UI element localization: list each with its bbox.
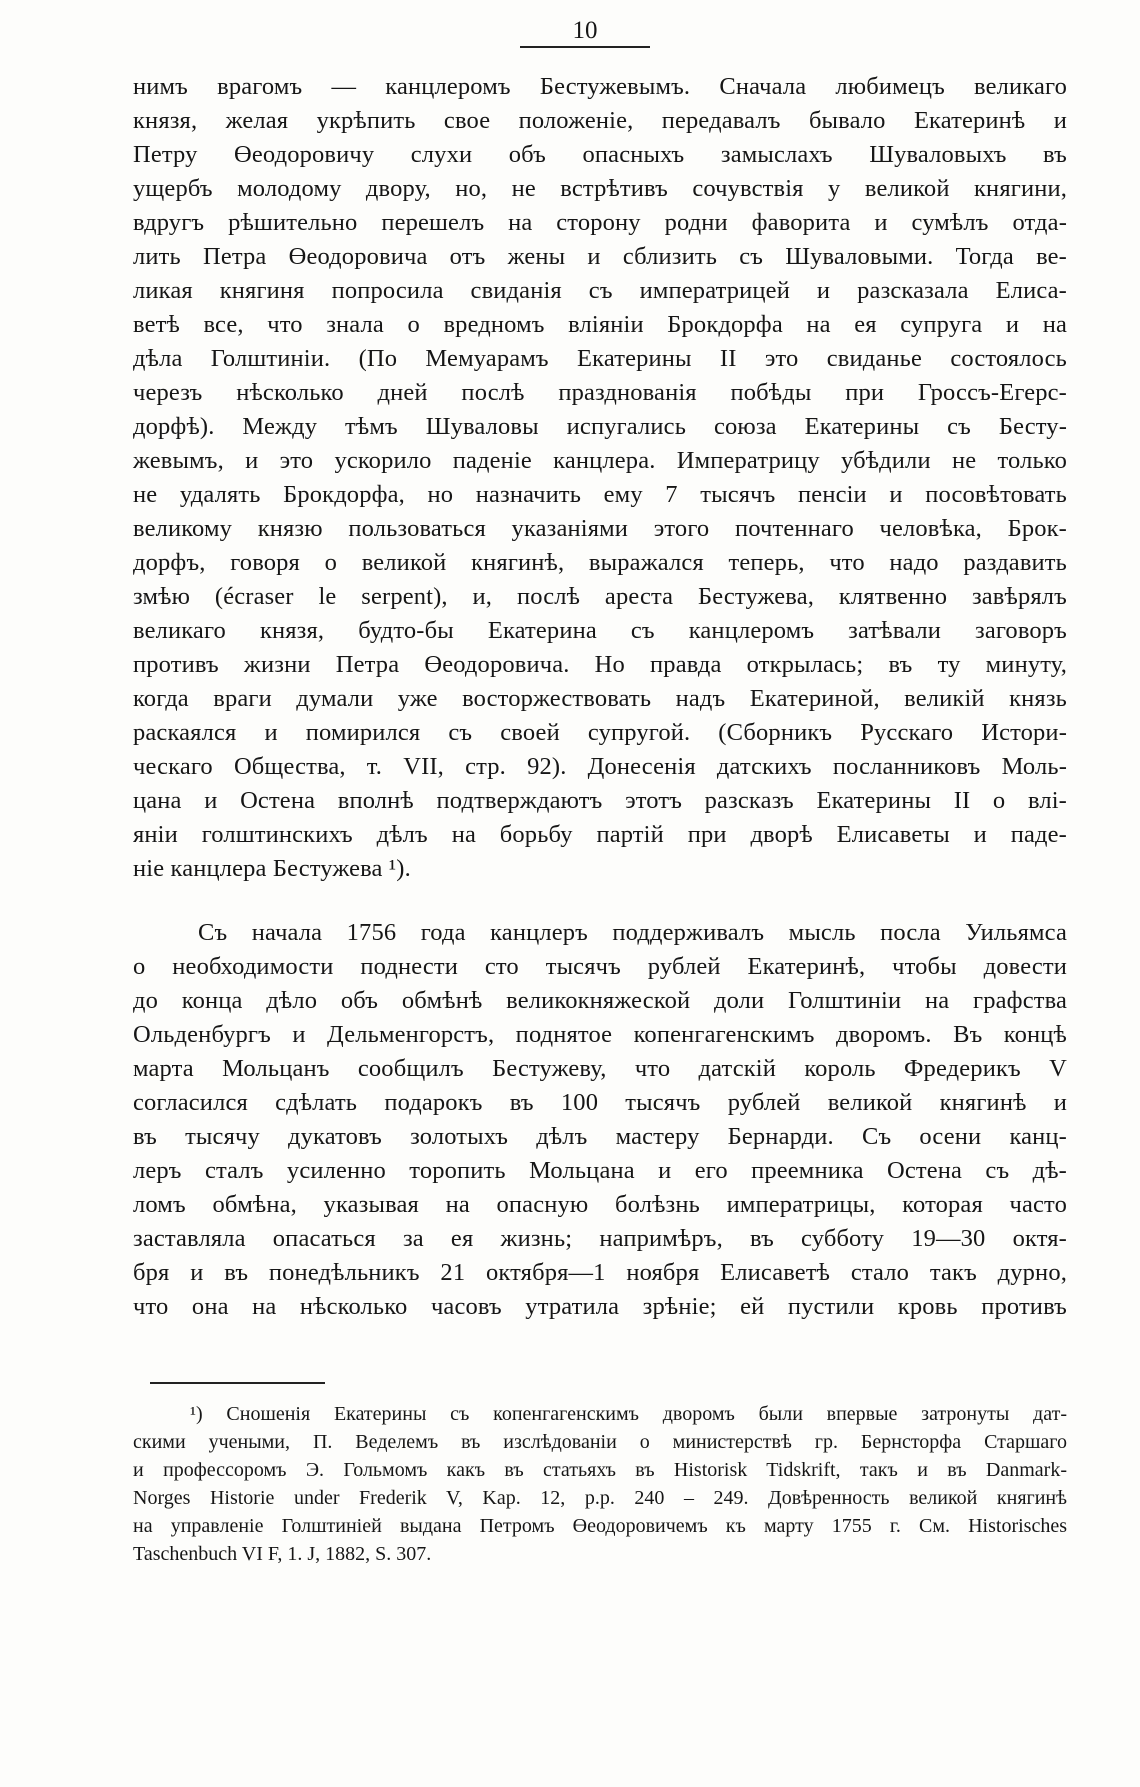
- text-line: когда враги думали уже восторжествовать надъ Екатериной, великій князь: [133, 685, 1067, 712]
- footnote-line: Norges Historie under Frederik V, Kap. 12, p.p. 240 – 249. Довѣренность великой княгинѣ: [133, 1487, 1067, 1509]
- text-line: не удалять Брокдорфа, но назначить ему 7 тысячъ пенсіи и посовѣтовать: [133, 481, 1067, 508]
- text-line: жевымъ, и это ускорило паденіе канцлера. Императрицу убѣдили не только: [133, 447, 1067, 474]
- text-line: черезъ нѣсколько дней послѣ празднованія побѣды при Гроссъ-Егерс-: [133, 379, 1067, 406]
- footnote-rule: [150, 1382, 325, 1384]
- text-line: до конца дѣло объ обмѣнѣ великокняжеской доли Голштиніи на графства: [133, 987, 1067, 1014]
- footnote-line: ¹) Сношенія Екатерины съ копенгагенскимъ дворомъ были впервые затронуты дат-: [190, 1403, 1067, 1425]
- text-line: ущербъ молодому двору, но, не встрѣтивъ сочувствія у великой княгини,: [133, 175, 1067, 202]
- footnote-line: на управленіе Голштиніей выдана Петромъ Өеодоровичемъ къ марту 1755 г. См. Historisches: [133, 1515, 1067, 1537]
- text-line-paragraph-start: Съ начала 1756 года канцлеръ поддерживалъ мысль посла Уильямса: [198, 919, 1067, 946]
- text-line: ломъ обмѣна, указывая на опасную болѣзнь императрицы, которая часто: [133, 1191, 1067, 1218]
- footnote-line: Taschenbuch VI F, 1. J, 1882, S. 307.: [133, 1543, 432, 1565]
- text-line-paragraph-end: ніе канцлера Бестужева ¹).: [133, 855, 411, 882]
- text-line: Ольденбургъ и Дельменгорстъ, поднятое копенгагенскимъ дворомъ. Въ концѣ: [133, 1021, 1067, 1048]
- text-line: ческаго Общества, т. VII, стр. 92). Донесенія датскихъ посланниковъ Моль-: [133, 753, 1067, 780]
- page-number-rule: [520, 46, 650, 48]
- footnote-line: и профессоромъ Э. Гольмомъ какъ въ статьяхъ въ Historisk Tidskrift, такъ и въ Danmark-: [133, 1459, 1067, 1481]
- text-line: что она на нѣсколько часовъ утратила зрѣніе; ей пустили кровь противъ: [133, 1293, 1067, 1320]
- text-line: противъ жизни Петра Өеодоровича. Но правда открылась; въ ту минуту,: [133, 651, 1067, 678]
- page-number: 10: [572, 17, 598, 44]
- text-line: князя, желая укрѣпить свое положеніе, передавалъ бывало Екатеринѣ и: [133, 107, 1067, 134]
- text-line: раскаялся и помирился съ своей супругой. (Сборникъ Русскаго Истори-: [133, 719, 1067, 746]
- text-line: цана и Остена вполнѣ подтверждаютъ этотъ разсказъ Екатерины II о влі-: [133, 787, 1067, 814]
- text-line: ветѣ все, что знала о вредномъ вліяніи Брокдорфа на ея супруга и на: [133, 311, 1067, 338]
- text-line: заставляла опасаться за ея жизнь; напримѣръ, въ субботу 19—30 октя-: [133, 1225, 1067, 1252]
- text-line: нимъ врагомъ — канцлеромъ Бестужевымъ. Сначала любимецъ великаго: [133, 73, 1067, 100]
- text-line: въ тысячу дукатовъ золотыхъ дѣлъ мастеру Бернарди. Съ осени канц-: [133, 1123, 1067, 1150]
- text-line: Петру Өеодоровичу слухи объ опасныхъ замыслахъ Шуваловыхъ въ: [133, 141, 1067, 168]
- text-line: леръ сталъ усиленно торопить Мольцана и его преемника Остена съ дѣ-: [133, 1157, 1067, 1184]
- text-line: дорфъ, говоря о великой княгинѣ, выражался теперь, что надо раздавить: [133, 549, 1067, 576]
- text-line: марта Мольцанъ сообщилъ Бестужеву, что датскій король Фредерикъ V: [133, 1055, 1067, 1082]
- text-line: дѣла Голштиніи. (По Мемуарамъ Екатерины II это свиданье состоялось: [133, 345, 1067, 372]
- text-line: о необходимости поднести сто тысячъ рублей Екатеринѣ, чтобы довести: [133, 953, 1067, 980]
- footnote-line: скими учеными, П. Веделемъ въ изслѣдованіи о министерствѣ гр. Бернсторфа Старшаго: [133, 1431, 1067, 1453]
- text-line: великому князю пользоваться указаніями этого почтеннаго человѣка, Брок-: [133, 515, 1067, 542]
- text-line: согласился сдѣлать подарокъ въ 100 тысячъ рублей великой княгинѣ и: [133, 1089, 1067, 1116]
- text-line: бря и въ понедѣльникъ 21 октября—1 ноября Елисаветѣ стало такъ дурно,: [133, 1259, 1067, 1286]
- text-line: ликая княгиня попросила свиданія съ императрицей и разсказала Елиса-: [133, 277, 1067, 304]
- text-line: вдругъ рѣшительно перешелъ на сторону родни фаворита и сумѣлъ отда-: [133, 209, 1067, 236]
- text-line: яніи голштинскихъ дѣлъ на борьбу партій при дворѣ Елисаветы и паде-: [133, 821, 1067, 848]
- text-line: лить Петра Өеодоровича отъ жены и сблизить съ Шуваловыми. Тогда ве-: [133, 243, 1067, 270]
- text-line: змѣю (écraser le serpent), и, послѣ ареста Бестужева, клятвенно завѣрялъ: [133, 583, 1067, 610]
- text-line: дорфѣ). Между тѣмъ Шуваловы испугались союза Екатерины съ Бесту-: [133, 413, 1067, 440]
- text-line: великаго князя, будто-бы Екатерина съ канцлеромъ затѣвали заговоръ: [133, 617, 1067, 644]
